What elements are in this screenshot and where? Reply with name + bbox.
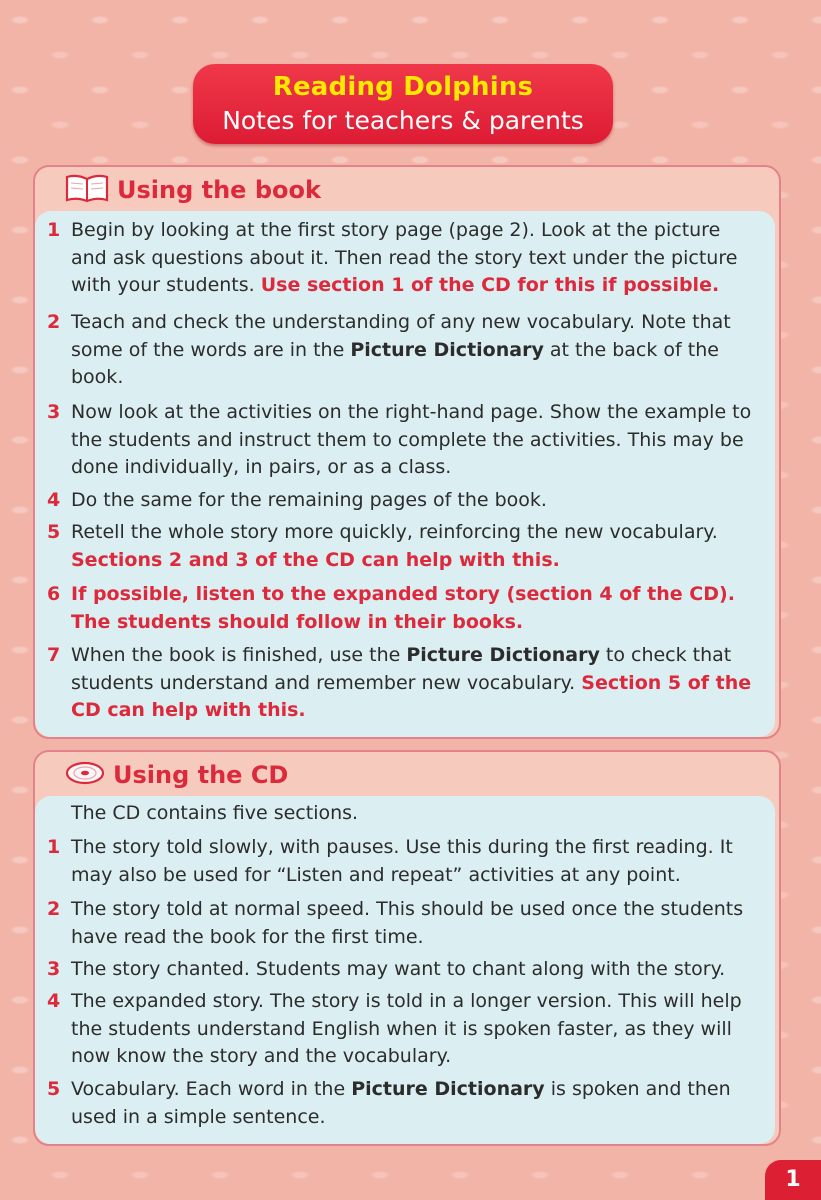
list-item: 1 The story told slowly, with pauses. Use this during the first reading. It may also be used for “Listen and repeat” activities at any point. [47, 836, 733, 886]
section-body [35, 796, 775, 1144]
list-item: 3 Now look at the activities on the right-hand page. Show the example to the students and instruct them to complete the activities. This may be done individually, in pairs, or as a class. [47, 401, 752, 478]
using-the-cd-section [33, 750, 781, 1146]
cd-intro: The CD contains five sections. [71, 802, 359, 824]
list-item: 5 Vocabulary. Each word in the Picture Dictionary is spoken and then used in a simple sentence. [47, 1078, 731, 1128]
list-item: 1 Begin by looking at the first story page (page 2). Look at the picture and ask questions about it. Then read the story text under the picture with your students. Use section 1 of the CD for this if possible. [47, 219, 738, 296]
list-item: 2 Teach and check the understanding of any new vocabulary. Note that some of the words are in the Picture Dictionary at the back of the book. [47, 311, 731, 388]
list-item: 4 The expanded story. The story is told in a longer version. This will help the students understand English when it is spoken faster, as they will now know the story and the vocabulary. [47, 990, 742, 1067]
title-subtitle: Notes for teachers & parents [222, 106, 584, 135]
section-header [65, 171, 321, 209]
using-the-book-section [33, 165, 781, 739]
list-item: 2 The story told at normal speed. This should be used once the students have read the book for the first time. [47, 898, 744, 948]
section-title: Using the book [117, 176, 321, 204]
section-header [65, 756, 288, 794]
page-number: 1 [765, 1160, 821, 1200]
list-item: 5 Retell the whole story more quickly, reinforcing the new vocabulary. Sections 2 and 3 of the CD can help with this. [47, 521, 718, 571]
list-item: 7 When the book is finished, use the Picture Dictionary to check that students understand and remember new vocabulary. Section 5 of the CD can help with this. [47, 644, 752, 721]
title-banner [193, 64, 613, 144]
list-item: 3 The story chanted. Students may want to chant along with the story. [47, 958, 726, 980]
cd-disc-icon [65, 760, 105, 790]
section-body [35, 211, 775, 737]
title-main: Reading Dolphins [272, 72, 534, 102]
section-title: Using the CD [113, 761, 289, 789]
list-item: 6 If possible, listen to the expanded story (section 4 of the CD). The students should follow in their books. [47, 583, 735, 633]
open-book-icon [65, 173, 109, 207]
list-item: 4 Do the same for the remaining pages of the book. [47, 489, 547, 511]
